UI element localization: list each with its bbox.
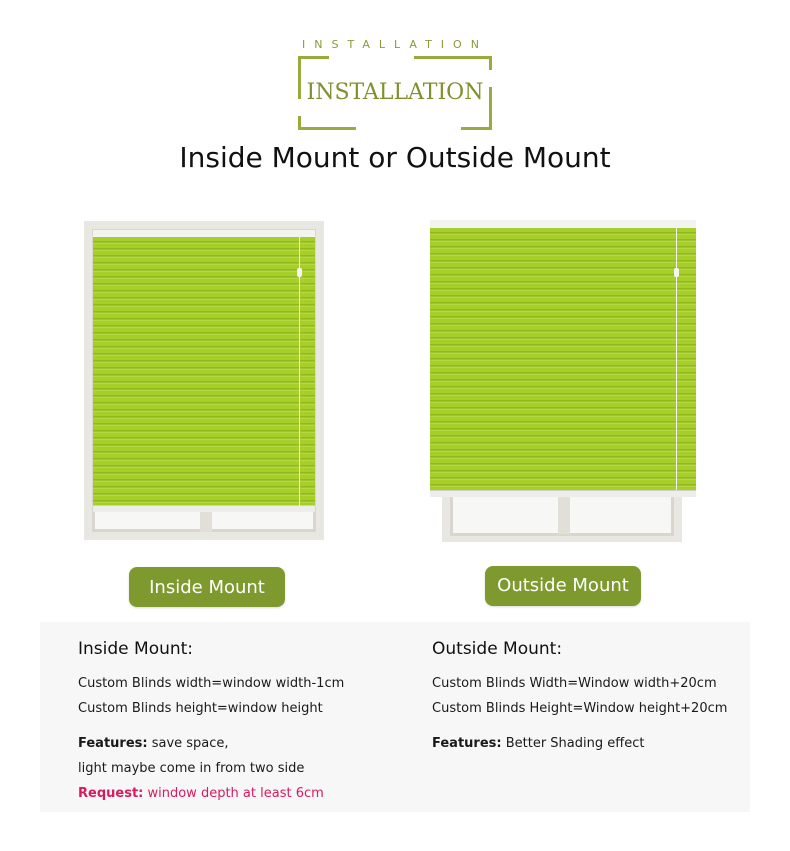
pleated-blind [430,228,696,490]
request-value: window depth at least 6cm [143,786,324,801]
outside-features [432,731,727,756]
features-label: Features: [432,736,502,751]
badge-line [298,127,356,130]
outside-height-rule: Custom Blinds Height=Window height+20cm [432,701,728,716]
outside-mount-specs [432,637,727,756]
inside-features [78,731,344,756]
cord-knob [297,268,302,277]
request-label: Request: [78,786,144,801]
blind-bottomrail [93,505,315,512]
inside-request [78,781,344,806]
page-title: Inside Mount or Outside Mount [179,141,611,174]
badge-line [298,116,301,130]
badge-label: INSTALLATION [306,80,484,105]
inside-width-rule: Custom Blinds width=window width-1cm [78,676,345,691]
inside-mount-button[interactable]: Inside Mount [129,567,285,607]
badge-line [414,56,492,59]
window-mullion [200,510,212,532]
inside-mount-specs [78,637,344,806]
outside-mount-button[interactable]: Outside Mount [485,566,641,606]
inside-mount-heading: Inside Mount: [78,639,194,659]
inside-height-rule: Custom Blinds height=window height [78,701,323,716]
installation-badge [298,56,492,130]
outside-width-rule: Custom Blinds Width=Window width+20cm [432,676,717,691]
features-value: Better Shading effect [501,736,645,751]
features-label: Features: [78,736,148,751]
badge-line [489,56,492,70]
blind-bottomrail [430,490,696,497]
pleated-blind [93,237,315,505]
section-kicker: INSTALLATION [302,38,488,51]
cord-knob [674,268,679,277]
blind-cord [299,237,300,507]
outside-mount-heading: Outside Mount: [432,639,563,659]
inside-features-line2: light maybe come in from two side [78,761,305,776]
features-value: save space, [147,736,229,751]
